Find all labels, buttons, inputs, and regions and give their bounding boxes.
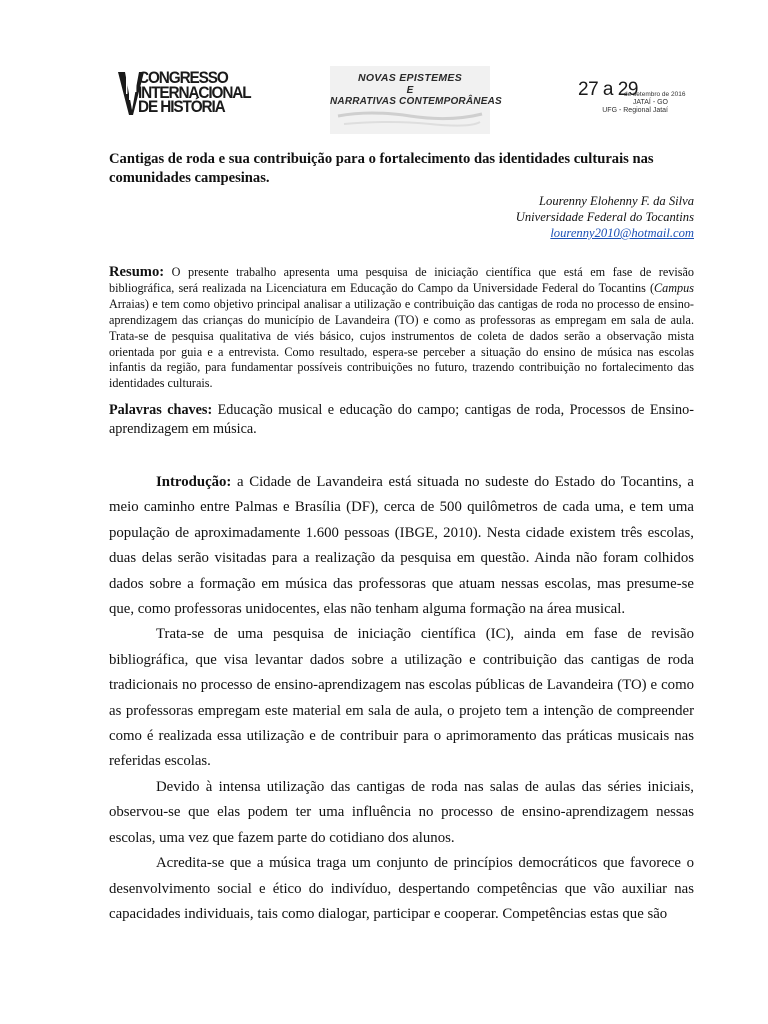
congresso-line-1: CONGRESSO: [138, 69, 228, 87]
keywords-text: Educação musical e educação do campo; cantigas de roda, Processos de Ensino-aprendizagem em música.: [109, 402, 694, 437]
event-dates: [574, 80, 694, 124]
event-month: de setembro de 2016: [624, 91, 686, 98]
novas-line-2: E: [406, 85, 414, 96]
event-city: JATAÍ - GO: [632, 99, 668, 106]
body-paragraph-2: Trata-se de uma pesquisa de iniciação científica (IC), ainda em fase de revisão bibliográfica, que visa levantar dados sobre a utilização e contribuição das cantigas de roda tradicionais no processo de ensino-aprendizagem nas escolas públicas de Lavandeira (TO) e como as professoras empregam este material em sala de aula, o projeto tem a intenção de compreender como é realizada essa utilização e de contribuir para o aprimoramento das práticas musicais nas referidas escolas.: [109, 626, 694, 770]
keywords-label: Palavras chaves:: [109, 402, 213, 418]
congresso-logo: [118, 70, 268, 118]
paper-title: Cantigas de roda e sua contribuição para o fortalecimento das identidades culturais nas comunidades campesinas.: [109, 151, 654, 186]
abstract-text-2: Arraias) e tem como objetivo principal analisar a utilização e contribuição das cantigas de roda no processo de ensino-aprendizagem das crianças do município de Lavandeira (TO) e como as professoras as empregam em sala de aula. Trata-se de pesquisa qualitativa de viés básico, cujos instrumentos de coleta de dados serão a observação mista orientada por guia e a entrevista. Como resultado, espera-se perceber a situação do ensino de música nas escolas infantis da região, para fundamentar possíveis contribuições no futuro, trazendo contribuição no fortalecimento das identidades culturais.: [109, 296, 694, 391]
novas-epistemes-logo: [330, 66, 502, 134]
author-name: Lourenny Elohenny F. da Silva: [539, 194, 694, 208]
abstract-label: Resumo:: [109, 264, 165, 280]
body-paragraph-1: [109, 470, 694, 622]
body-text: [109, 470, 694, 927]
abstract-campus: Campus: [654, 280, 694, 295]
abstract-text-1: O presente trabalho apresenta uma pesquisa de iniciação científica que está em fase de revisão bibliográfica, será realizada na Licenciatura em Educação do Campo da Universidade Federal do Tocantins (: [109, 265, 694, 295]
author-institution: Universidade Federal do Tocantins: [515, 210, 694, 224]
novas-line-1: NOVAS EPISTEMES: [357, 72, 463, 84]
abstract: [109, 265, 694, 392]
intro-label: Introdução:: [156, 474, 232, 490]
author-email-link[interactable]: lourenny2010@hotmail.com: [550, 226, 694, 240]
keywords: [109, 401, 694, 438]
novas-line-3: NARRATIVAS CONTEMPORÂNEAS: [330, 96, 502, 107]
body-paragraph-3: Devido à intensa utilização das cantigas de roda nas salas de aulas das séries iniciais, observou-se que elas podem ter uma influência no processo de ensino-aprendizagem nessas escolas, uma vez que fazem parte do cotidiano dos alunos.: [109, 778, 694, 846]
event-venue: UFG - Regional Jataí: [602, 107, 668, 114]
body-paragraph-1-text: a Cidade de Lavandeira está situada no sudeste do Estado do Tocantins, a meio caminho entre Palmas e Brasília (DF), cerca de 500 quilômetros de cada uma, e tem uma população de aproximadamente 1.600 pessoas (IBGE, 2010). Nesta cidade existem três escolas, duas delas serão visitadas para a realização da pesquisa em questão. Ainda não foram colhidos dados sobre a formação em música das professoras que atuam nessas escolas, mas presume-se que, como professoras unidocentes, elas não tenham alguma formação na área musical.: [109, 474, 694, 618]
congresso-line-3: DE HISTÓRIA: [138, 98, 225, 116]
congresso-logo-text: [138, 71, 251, 115]
author-byline: [400, 193, 694, 241]
page-header: [0, 0, 768, 140]
congresso-line-2: INTERNACIONAL: [138, 83, 251, 102]
body-paragraph-4: Acredita-se que a música traga um conjunto de princípios democráticos que favorece o desenvolvimento social e ético do indivíduo, despertando competências que vão auxiliar nas capacidades individuais, tais como dialogar, participar e cooperar. Competências estas que são: [109, 855, 694, 922]
event-date-range: 27 a 29: [578, 79, 638, 100]
